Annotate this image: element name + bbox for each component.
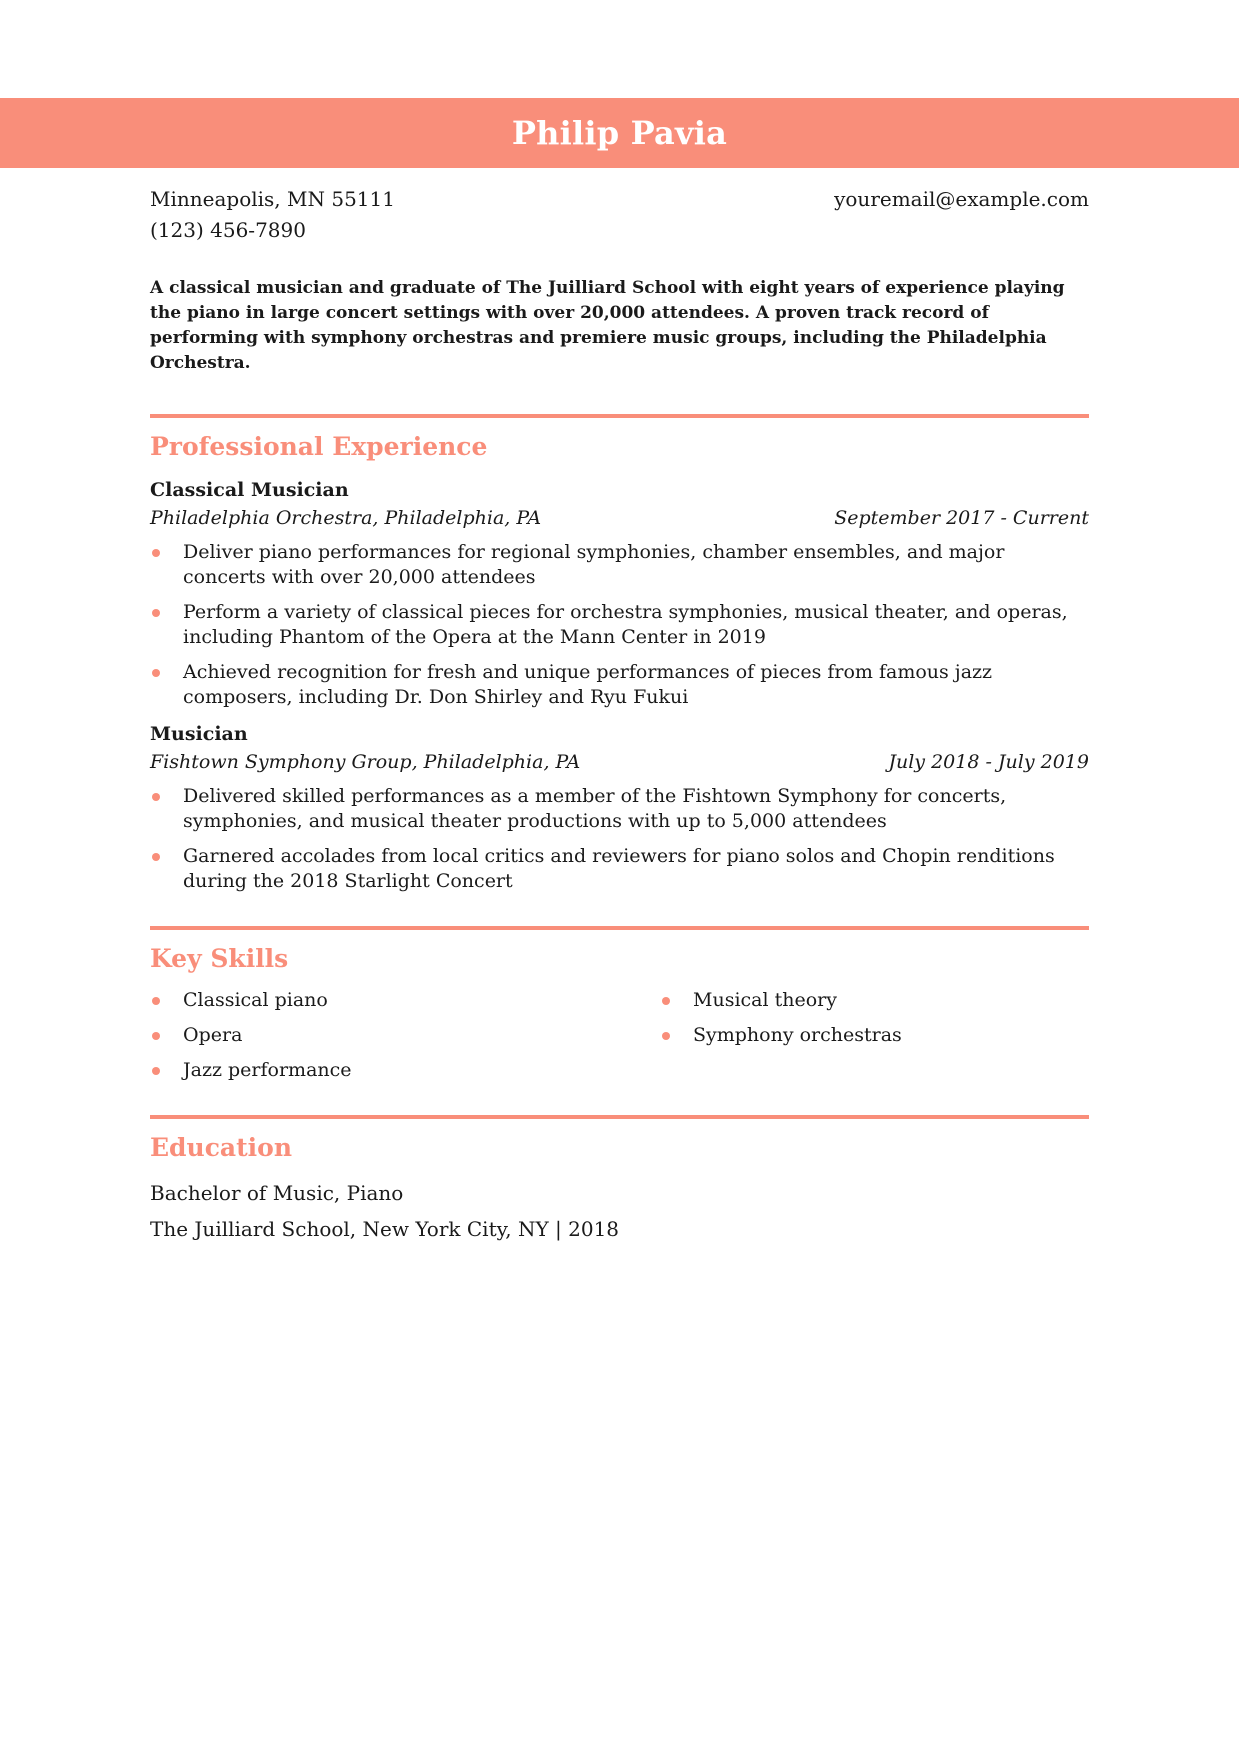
job-dates: July 2018 - July 2019 bbox=[888, 751, 1089, 773]
list-item bbox=[150, 1023, 660, 1048]
bullet-dot-icon bbox=[152, 549, 160, 557]
job-organization: Philadelphia Orchestra, Philadelphia, PA bbox=[150, 507, 542, 529]
contact-block bbox=[150, 184, 1089, 246]
skills-column-right bbox=[660, 988, 1089, 1093]
contact-phone: (123) 456-7890 bbox=[150, 218, 306, 242]
list-item bbox=[150, 540, 1089, 590]
education-section bbox=[150, 1115, 1089, 1243]
bullet-text: Deliver piano performances for regional symphonies, chamber ensembles, and major concerts with over 20,000 attendees bbox=[183, 541, 1005, 588]
bullet-dot-icon bbox=[152, 853, 160, 861]
contact-city: Minneapolis, MN 55111 bbox=[150, 187, 395, 211]
bullet-dot-icon bbox=[152, 1067, 160, 1075]
list-item bbox=[150, 660, 1089, 710]
skill-text: Jazz performance bbox=[183, 1059, 352, 1081]
skill-text: Opera bbox=[183, 1024, 243, 1046]
contact-email: youremail@example.com bbox=[834, 187, 1089, 211]
job-role: Musician bbox=[150, 723, 248, 745]
bullet-dot-icon bbox=[662, 997, 670, 1005]
bullet-dot-icon bbox=[152, 609, 160, 617]
contact-left bbox=[150, 184, 395, 246]
section-title-education: Education bbox=[150, 1133, 293, 1162]
list-item bbox=[660, 1023, 1089, 1048]
skills-column-left bbox=[150, 988, 660, 1093]
list-item bbox=[150, 1058, 660, 1083]
candidate-name: Philip Pavia bbox=[511, 114, 728, 152]
list-item bbox=[660, 988, 1089, 1013]
job-entry bbox=[150, 476, 1089, 710]
section-title-skills: Key Skills bbox=[150, 944, 289, 973]
job-dates: September 2017 - Current bbox=[834, 507, 1089, 529]
bullet-dot-icon bbox=[662, 1032, 670, 1040]
education-degree: Bachelor of Music, Piano bbox=[150, 1181, 404, 1205]
bullet-dot-icon bbox=[152, 669, 160, 677]
education-school: The Juilliard School, New York City, NY | 2018 bbox=[150, 1217, 620, 1241]
bullet-dot-icon bbox=[152, 997, 160, 1005]
skills-grid bbox=[150, 988, 1089, 1093]
skills-section bbox=[150, 926, 1089, 1093]
list-item bbox=[150, 600, 1089, 650]
bullet-text: Perform a variety of classical pieces for orchestra symphonies, musical theater, and operas, including Phantom of the Opera at the Mann Center in 2019 bbox=[183, 601, 1068, 648]
header-band bbox=[0, 98, 1239, 168]
skill-text: Musical theory bbox=[693, 989, 837, 1011]
job-bullets bbox=[150, 540, 1089, 710]
job-meta bbox=[150, 504, 1089, 532]
job-bullets bbox=[150, 784, 1089, 894]
professional-summary: A classical musician and graduate of The Juilliard School with eight years of experience playing the piano in large concert settings with over 20,000 attendees. A proven track record of performing with symphony orchestras and premiere music groups, including the Philadelphia Orchestra. bbox=[150, 278, 1065, 373]
list-item bbox=[150, 784, 1089, 834]
section-title-experience: Professional Experience bbox=[150, 432, 488, 461]
list-item bbox=[150, 844, 1089, 894]
job-role: Classical Musician bbox=[150, 479, 349, 501]
job-organization: Fishtown Symphony Group, Philadelphia, PA bbox=[150, 751, 581, 773]
bullet-dot-icon bbox=[152, 793, 160, 801]
experience-section bbox=[150, 414, 1089, 894]
list-item bbox=[150, 988, 660, 1013]
bullet-dot-icon bbox=[152, 1032, 160, 1040]
bullet-text: Garnered accolades from local critics and reviewers for piano solos and Chopin renditions during the 2018 Starlight Concert bbox=[183, 845, 1055, 892]
bullet-text: Delivered skilled performances as a member of the Fishtown Symphony for concerts, symphonies, and musical theater productions with up to 5,000 attendees bbox=[183, 785, 1007, 832]
resume-body bbox=[150, 184, 1089, 1243]
skill-text: Symphony orchestras bbox=[693, 1024, 902, 1046]
job-entry bbox=[150, 720, 1089, 894]
skill-text: Classical piano bbox=[183, 989, 328, 1011]
job-meta bbox=[150, 748, 1089, 776]
bullet-text: Achieved recognition for fresh and unique performances of pieces from famous jazz composers, including Dr. Don Shirley and Ryu Fukui bbox=[183, 661, 993, 708]
